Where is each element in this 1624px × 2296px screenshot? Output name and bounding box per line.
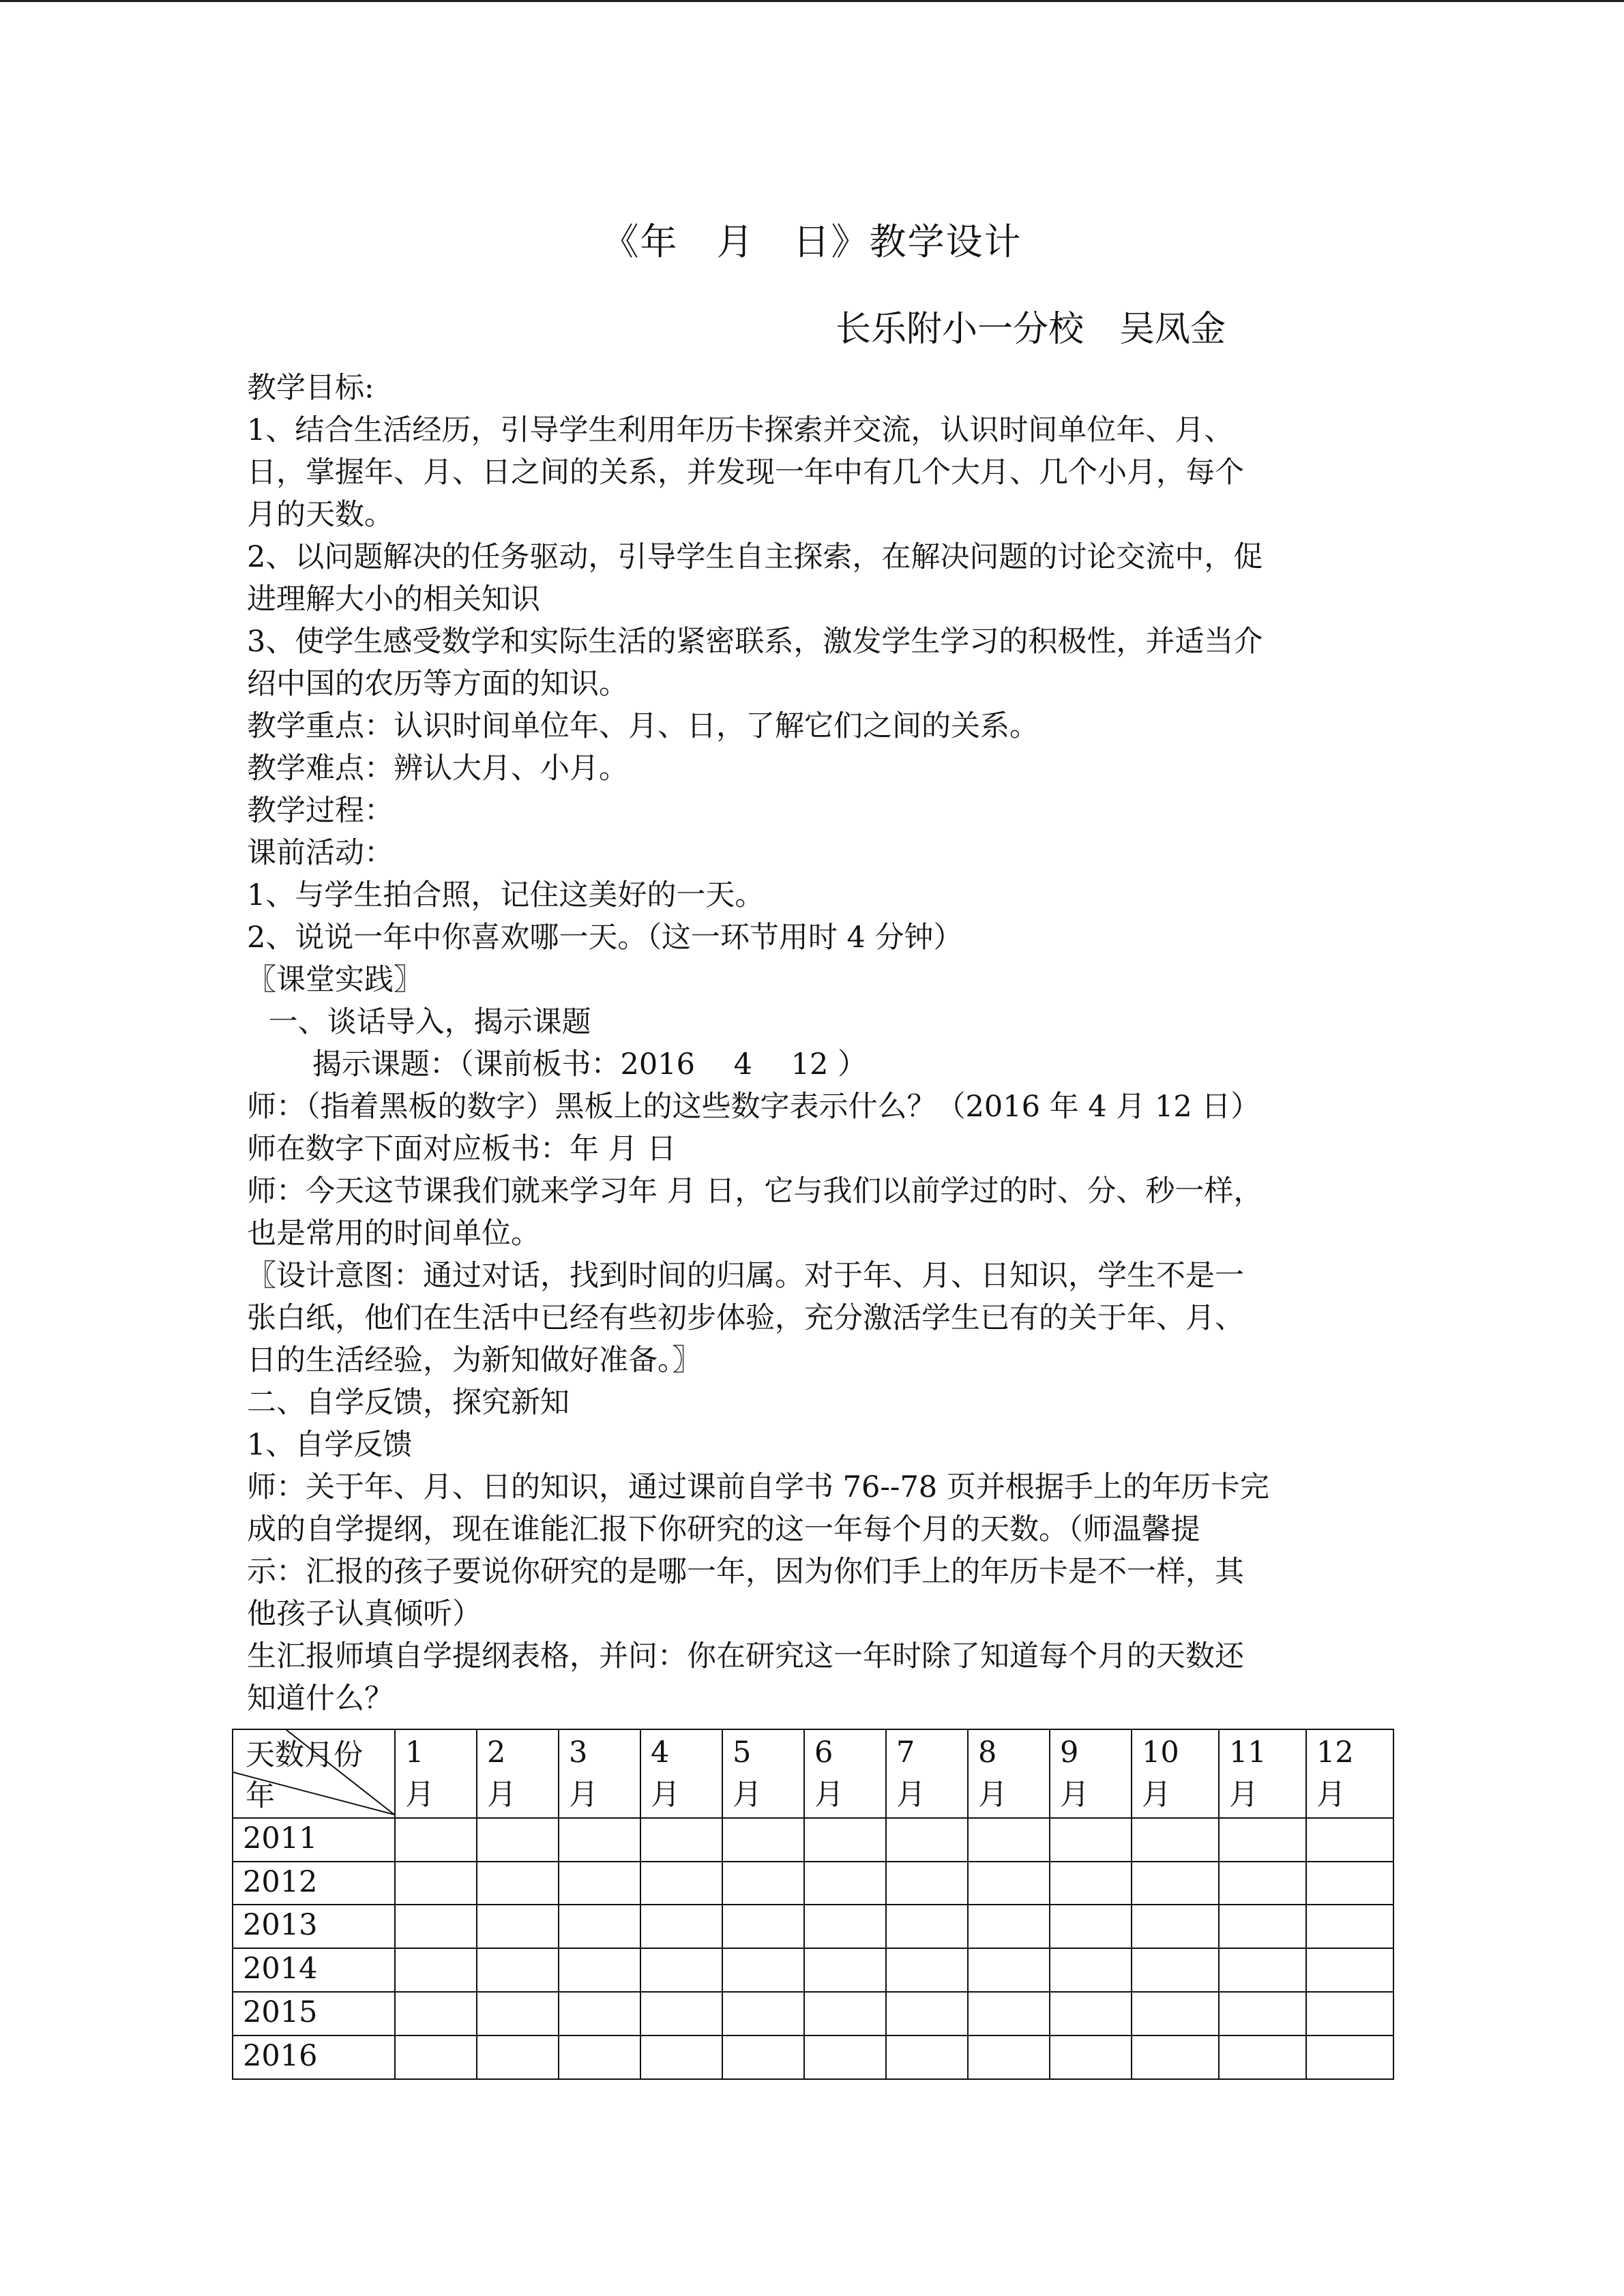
table-cell bbox=[559, 1905, 640, 1948]
table-cell bbox=[886, 1862, 968, 1905]
table-row bbox=[233, 2036, 1393, 2079]
paragraph-line: 教学难点：辨认大月、小月。 bbox=[247, 751, 628, 786]
year-cell: 2011 bbox=[233, 1818, 395, 1862]
table-cell bbox=[968, 1948, 1050, 1992]
month-header: 6 月 bbox=[804, 1729, 886, 1818]
paragraph-line: 2、说说一年中你喜欢哪一天。（这一环节用时 4 分钟） bbox=[247, 921, 963, 955]
month-header: 11 月 bbox=[1219, 1729, 1306, 1818]
month-header: 10 月 bbox=[1132, 1729, 1219, 1818]
table-row bbox=[233, 1862, 1393, 1905]
table-cell bbox=[804, 1818, 886, 1862]
section-heading-goals: 教学目标: bbox=[247, 371, 374, 405]
table-cell bbox=[804, 1905, 886, 1948]
table-cell bbox=[395, 2036, 477, 2079]
table-row bbox=[233, 1992, 1393, 2036]
table-header-row bbox=[233, 1729, 1393, 1818]
table-cell bbox=[722, 2036, 804, 2079]
year-cell: 2014 bbox=[233, 1948, 395, 1992]
table-cell bbox=[477, 1818, 559, 1862]
table-cell bbox=[559, 1818, 640, 1862]
section-heading-pre-class: 课前活动： bbox=[247, 836, 394, 870]
paragraph-line: 日，掌握年、月、日之间的关系，并发现一年中有几个大月、几个小月，每个 bbox=[247, 456, 1244, 490]
paragraph-line: 1、结合生活经历，引导学生利用年历卡探索并交流，认识时间单位年、月、 bbox=[247, 413, 1234, 447]
month-header: 1 月 bbox=[395, 1729, 477, 1818]
paragraph-line: 张白纸，他们在生活中已经有些初步体验，充分激活学生已有的关于年、月、 bbox=[247, 1301, 1244, 1335]
table-cell bbox=[1050, 1818, 1132, 1862]
table-cell bbox=[1132, 1862, 1219, 1905]
paragraph-line: 〖设计意图：通过对话，找到时间的归属。对于年、月、日知识，学生不是一 bbox=[247, 1259, 1244, 1293]
table-cell bbox=[1050, 1905, 1132, 1948]
table-cell bbox=[1306, 1992, 1393, 2036]
table-cell bbox=[804, 1862, 886, 1905]
table-cell bbox=[1132, 2036, 1219, 2079]
year-cell: 2016 bbox=[233, 2036, 395, 2079]
table-cell bbox=[1219, 1992, 1306, 2036]
paragraph-line: 也是常用的时间单位。 bbox=[247, 1217, 540, 1251]
table-cell bbox=[1132, 1992, 1219, 2036]
section-heading-intro: 一、谈话导入，揭示课题 bbox=[259, 1005, 591, 1039]
table-cell bbox=[395, 1862, 477, 1905]
table-cell bbox=[1306, 1905, 1393, 1948]
month-header: 7 月 bbox=[886, 1729, 968, 1818]
table-cell bbox=[886, 1948, 968, 1992]
table-cell bbox=[886, 1818, 968, 1862]
table-cell bbox=[722, 1905, 804, 1948]
paragraph-line: 师在数字下面对应板书：年 月 日 bbox=[247, 1132, 677, 1166]
table-cell bbox=[1050, 2036, 1132, 2079]
table-cell bbox=[640, 1905, 722, 1948]
paragraph-line: 他孩子认真倾听） bbox=[247, 1597, 482, 1631]
table-cell bbox=[1219, 1862, 1306, 1905]
table-cell bbox=[477, 1862, 559, 1905]
paragraph-line: 教学重点：认识时间单位年、月、日，了解它们之间的关系。 bbox=[247, 709, 1039, 743]
year-cell: 2012 bbox=[233, 1862, 395, 1905]
section-heading-practice: 〖课堂实践〗 bbox=[247, 963, 423, 997]
table-cell bbox=[968, 1905, 1050, 1948]
month-header: 4 月 bbox=[640, 1729, 722, 1818]
section-heading-process: 教学过程： bbox=[247, 794, 394, 828]
table-cell bbox=[477, 1948, 559, 1992]
corner-label-year: 年 bbox=[246, 1779, 275, 1813]
month-header: 12 月 bbox=[1306, 1729, 1393, 1818]
table-cell bbox=[804, 1992, 886, 2036]
table-cell bbox=[722, 1992, 804, 2036]
section-heading-self-study: 二、自学反馈，探究新知 bbox=[247, 1386, 570, 1420]
table-cell bbox=[395, 1818, 477, 1862]
paragraph-line: 日的生活经验，为新知做好准备。〗 bbox=[247, 1343, 702, 1377]
month-header: 2 月 bbox=[477, 1729, 559, 1818]
paragraph-line: 师：关于年、月、日的知识，通过课前自学书 76--78 页并根据手上的年历卡完 bbox=[247, 1470, 1269, 1504]
paragraph-line: 生汇报师填自学提纲表格，并问：你在研究这一年时除了知道每个月的天数还 bbox=[247, 1639, 1244, 1673]
paragraph-line: 知道什么？ bbox=[247, 1682, 394, 1716]
table-cell bbox=[886, 1992, 968, 2036]
table-cell bbox=[640, 1992, 722, 2036]
table-cell bbox=[722, 1862, 804, 1905]
month-header: 8 月 bbox=[968, 1729, 1050, 1818]
table-cell bbox=[804, 1948, 886, 1992]
paragraph-line: 成的自学提纲，现在谁能汇报下你研究的这一年每个月的天数。（师温馨提 bbox=[247, 1512, 1200, 1547]
month-header: 3 月 bbox=[559, 1729, 640, 1818]
table-cell bbox=[559, 1862, 640, 1905]
paragraph-line: 绍中国的农历等方面的知识。 bbox=[247, 667, 628, 701]
table-cell bbox=[722, 1818, 804, 1862]
table-cell bbox=[477, 2036, 559, 2079]
table-cell bbox=[477, 1992, 559, 2036]
table-cell bbox=[395, 1948, 477, 1992]
paragraph-line: 月的天数。 bbox=[247, 498, 394, 532]
table-cell bbox=[722, 1948, 804, 1992]
table-cell bbox=[640, 1818, 722, 1862]
table-cell bbox=[968, 2036, 1050, 2079]
paragraph-line: 进理解大小的相关知识 bbox=[247, 582, 540, 616]
table-cell bbox=[804, 2036, 886, 2079]
table-cell bbox=[1306, 2036, 1393, 2079]
table-cell bbox=[886, 1905, 968, 1948]
year-cell: 2013 bbox=[233, 1905, 395, 1948]
table-cell bbox=[1219, 1905, 1306, 1948]
month-header: 9 月 bbox=[1050, 1729, 1132, 1818]
document-title: 《年 月 日》教学设计 bbox=[602, 220, 1022, 263]
table-cell bbox=[1050, 1862, 1132, 1905]
table-cell bbox=[1050, 1992, 1132, 2036]
table-row bbox=[233, 1948, 1393, 1992]
paragraph-line: 师：（指着黑板的数字）黑板上的这些数字表示什么？（2016 年 4 月 12 日） bbox=[247, 1090, 1260, 1124]
table-cell bbox=[968, 1818, 1050, 1862]
table-row bbox=[233, 1818, 1393, 1862]
table-cell bbox=[559, 1948, 640, 1992]
table-cell bbox=[559, 1992, 640, 2036]
paragraph-line: 揭示课题：（课前板书：2016 4 12 ） bbox=[312, 1047, 868, 1082]
table-cell bbox=[1132, 1818, 1219, 1862]
table-row bbox=[233, 1905, 1393, 1948]
table-cell bbox=[968, 1992, 1050, 2036]
table-cell bbox=[559, 2036, 640, 2079]
table-cell bbox=[640, 1948, 722, 1992]
corner-label-top: 天数月份 bbox=[246, 1738, 363, 1772]
table-cell bbox=[477, 1905, 559, 1948]
table-cell bbox=[1306, 1948, 1393, 1992]
table-cell bbox=[1132, 1905, 1219, 1948]
table-cell bbox=[640, 1862, 722, 1905]
table-cell bbox=[395, 1992, 477, 2036]
table-cell bbox=[1219, 1818, 1306, 1862]
paragraph-line: 3、使学生感受数学和实际生活的紧密联系，激发学生学习的积极性，并适当介 bbox=[247, 625, 1263, 659]
table-cell bbox=[1050, 1948, 1132, 1992]
table-corner-cell bbox=[233, 1729, 395, 1818]
table-cell bbox=[1306, 1818, 1393, 1862]
year-cell: 2015 bbox=[233, 1992, 395, 2036]
paragraph-line: 示：汇报的孩子要说你研究的是哪一年，因为你们手上的年历卡是不一样，其 bbox=[247, 1555, 1244, 1589]
paragraph-line: 2、以问题解决的任务驱动，引导学生自主探索，在解决问题的讨论交流中，促 bbox=[247, 540, 1263, 574]
paragraph-line: 1、与学生拍合照，记住这美好的一天。 bbox=[247, 878, 765, 912]
days-per-month-table bbox=[232, 1729, 1394, 2080]
table-cell bbox=[1306, 1862, 1393, 1905]
document-author: 长乐附小一分校 吴凤金 bbox=[836, 309, 1226, 350]
paragraph-line: 师：今天这节课我们就来学习年 月 日，它与我们以前学过的时、分、秒一样， bbox=[247, 1174, 1263, 1208]
month-header: 5 月 bbox=[722, 1729, 804, 1818]
table-cell bbox=[1219, 1948, 1306, 1992]
table-cell bbox=[640, 2036, 722, 2079]
table-cell bbox=[1219, 2036, 1306, 2079]
paragraph-line: 1、自学反馈 bbox=[247, 1428, 413, 1462]
table-cell bbox=[886, 2036, 968, 2079]
table-cell bbox=[968, 1862, 1050, 1905]
table-cell bbox=[395, 1905, 477, 1948]
page-top-rule bbox=[0, 0, 1624, 2]
table-cell bbox=[1132, 1948, 1219, 1992]
